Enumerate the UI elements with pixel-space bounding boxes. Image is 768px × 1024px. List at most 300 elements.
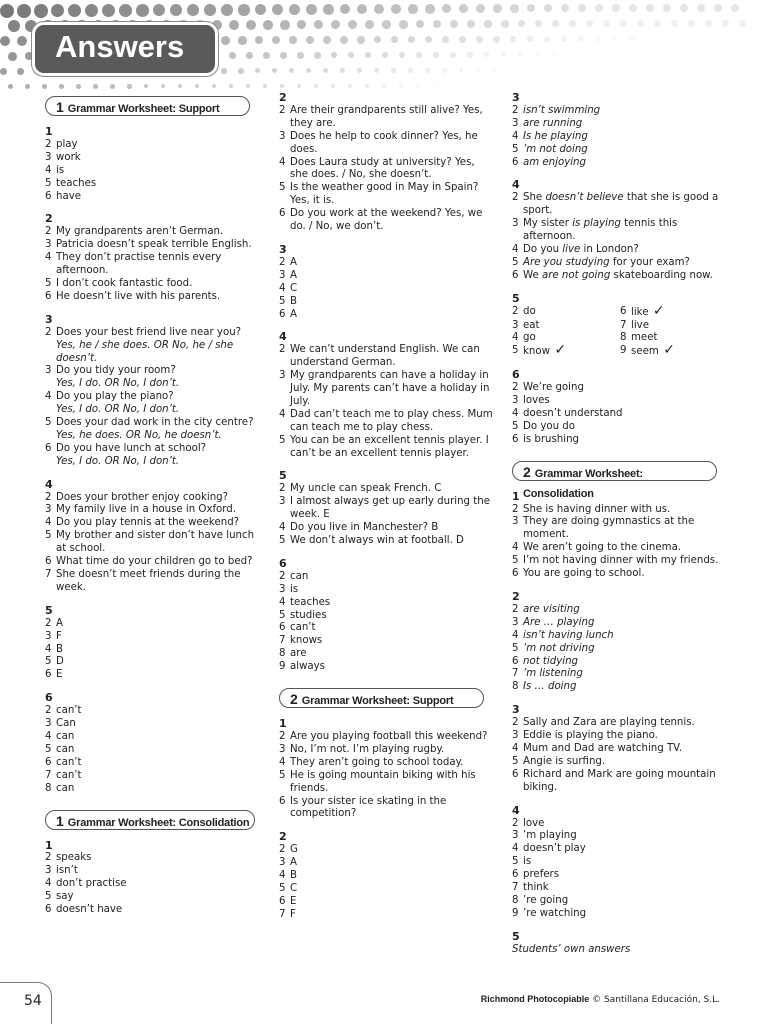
answer-line (512, 856, 727, 869)
check-icon: ✓ (648, 302, 665, 319)
exercise-number: 4 (279, 330, 287, 344)
answer-text: F (56, 630, 62, 642)
answer-text: live (631, 319, 649, 331)
answer-highlight: are not going (541, 269, 611, 281)
answer-number: 2 (512, 503, 519, 515)
footer-brand: Richmond Photocopiable (480, 994, 590, 1004)
answer-number: 4 (512, 542, 519, 554)
short-answer: Yes, I do. OR No, I don’t. (56, 378, 180, 390)
answer-number: 6 (512, 869, 519, 881)
answer-text: My uncle can speak French. C (290, 483, 442, 495)
answer-line (512, 717, 727, 730)
answer-text: not tidying (523, 655, 578, 667)
answer-line (45, 492, 260, 505)
exercise-number: 3 (512, 703, 520, 717)
answer-line (45, 165, 260, 178)
answer-text: I almost always get up early during the week. E (290, 496, 490, 521)
answer-number: 9 (512, 907, 519, 919)
answer-text: B (290, 295, 297, 307)
section-header-number: 1 (56, 812, 64, 829)
answer-number: 2 (512, 603, 519, 615)
answer-line (279, 270, 494, 283)
answer-text: My grandparents can have a holiday in July. My parents can’t have a holiday in July. (290, 370, 490, 407)
answer-line (45, 865, 260, 878)
answer-text: Are their grandparents still alive? Yes, they are. (290, 104, 483, 129)
exercise-block (279, 244, 494, 321)
section-header-support-2 (279, 688, 484, 708)
answer-text: know ✓ (523, 342, 567, 359)
answer-line (279, 208, 494, 234)
answer-line (620, 342, 720, 359)
answer-number: 4 (45, 643, 52, 655)
answer-number: 6 (45, 190, 52, 202)
answer-line (45, 327, 260, 366)
answer-line (279, 909, 494, 922)
answer-text: Dad can’t teach me to play chess. Mum can teach me to play chess. (290, 408, 493, 433)
answer-number: 2 (45, 326, 52, 338)
answer-text: ’m not doing (523, 143, 588, 155)
answer-text: can (56, 782, 75, 794)
answer-number: 2 (45, 852, 52, 864)
answer-number: 5 (512, 143, 519, 155)
answer-line (279, 283, 494, 296)
answer-number: 2 (279, 483, 286, 495)
answer-number: 5 (279, 609, 286, 621)
answer-line (620, 302, 720, 320)
answer-line (279, 370, 494, 409)
answer-text (56, 391, 260, 417)
answer-text: E (56, 669, 63, 681)
answer-text: My sister is playing tennis this afternoon. (523, 218, 678, 243)
answer-number: 2 (45, 617, 52, 629)
question-text: Does your best friend live near you? (56, 326, 242, 338)
answer-number: 2 (512, 382, 519, 394)
answer-text: loves (523, 395, 550, 407)
answer-text: Can (56, 718, 76, 730)
answer-text: She doesn’t meet friends during the week. (56, 569, 241, 593)
answer-text: always (290, 661, 325, 673)
answer-line (279, 483, 494, 496)
answer-number: 2 (512, 717, 519, 729)
answer-number: 2 (279, 104, 286, 116)
answer-number: 3 (512, 218, 519, 230)
answer-highlight: live (562, 243, 581, 255)
answer-line (279, 622, 494, 635)
page-number-tab (0, 982, 52, 1024)
answer-text: play (56, 138, 78, 150)
answer-number: 6 (512, 156, 519, 168)
page-number: 54 (24, 993, 42, 1009)
answer-number: 7 (512, 668, 519, 680)
column-1 (45, 92, 260, 917)
answer-line (512, 604, 727, 617)
check-icon: ✓ (549, 342, 567, 359)
answer-text: D (56, 656, 64, 668)
answer-text (56, 417, 260, 443)
answer-highlight: is playing (572, 218, 621, 230)
answer-line (45, 278, 260, 291)
exercise-block (279, 470, 494, 547)
answer-number: 5 (45, 277, 52, 289)
page-title: Answers (55, 29, 185, 64)
answer-line (45, 504, 260, 517)
answer-number: 7 (279, 635, 286, 647)
answer-line (45, 569, 260, 595)
answer-text (56, 443, 260, 469)
answer-number: 3 (512, 319, 519, 331)
answer-text: A (290, 256, 297, 268)
answer-number: 2 (512, 817, 519, 829)
answer-line (512, 408, 727, 421)
answer-line (279, 744, 494, 757)
answer-text: A (56, 617, 63, 629)
answer-line (45, 731, 260, 744)
answer-number: 4 (45, 517, 52, 529)
answer-text: She is having dinner with us. (523, 503, 671, 515)
answer-text: Sally and Zara are playing tennis. (523, 717, 695, 729)
answer-text: is brushing (523, 433, 580, 445)
answer-line (45, 291, 260, 304)
section-header-title: Grammar Worksheet: Support (67, 103, 220, 115)
answer-text (56, 365, 260, 391)
answer-number: 4 (279, 522, 286, 534)
answer-text: Patricia doesn’t speak terrible English. (56, 239, 252, 251)
exercise-number: 5 (45, 603, 53, 617)
answer-text: am enjoying (523, 156, 586, 168)
answer-number: 5 (45, 743, 52, 755)
exercise-block (45, 314, 260, 469)
answer-text: She doesn’t believe that she is good a sport. (523, 192, 719, 217)
answer-text: like ✓ (631, 302, 665, 319)
answer-text: can (56, 743, 75, 755)
answer-line (512, 818, 727, 831)
answer-line (45, 757, 260, 770)
answer-line (512, 730, 727, 743)
answer-line (512, 306, 620, 320)
exercise-number: 4 (512, 803, 520, 817)
answer-number: 5 (279, 434, 286, 446)
answer-line (45, 852, 260, 865)
answer-number: 2 (512, 305, 519, 317)
answer-line (512, 144, 727, 157)
answer-text: don’t practise (56, 878, 127, 890)
answer-line (512, 516, 727, 542)
footer-credit (481, 994, 720, 1005)
answer-number: 2 (45, 138, 52, 150)
answer-number: 5 (279, 535, 286, 546)
answer-text: seem ✓ (631, 342, 675, 359)
answer-number: 2 (279, 730, 286, 742)
answer-highlight: Are you studying (523, 256, 610, 268)
exercise-block (512, 293, 727, 360)
answer-text: Do you work at the weekend? Yes, we do. / No, we don’t. (290, 208, 483, 233)
exercise-block (279, 558, 494, 674)
answer-line (279, 409, 494, 435)
answer-number: 3 (45, 718, 52, 730)
answer-line (512, 681, 727, 694)
answer-text: think (523, 882, 549, 894)
answer-text: doesn’t play (523, 843, 586, 855)
answer-number: 6 (279, 795, 286, 807)
answer-line (279, 257, 494, 270)
answer-number: 5 (512, 642, 519, 654)
answer-line (279, 661, 494, 674)
answer-line (512, 617, 727, 630)
answer-number: 6 (45, 556, 52, 568)
answer-text: What time do your children go to bed? (56, 556, 253, 568)
answer-text: You can be an excellent tennis player. I can’t be an excellent tennis player. (290, 434, 489, 459)
answer-number: 6 (279, 208, 286, 220)
answer-line (512, 218, 727, 244)
section-header-title: Grammar Worksheet: Consolidation (523, 467, 643, 500)
answer-text: Does he help to cook dinner? Yes, he does. (290, 130, 478, 155)
answer-number: 6 (512, 568, 519, 580)
short-answer: Yes, I do. OR No, I don’t. (56, 404, 180, 416)
answer-number: 5 (45, 656, 52, 668)
answer-text: doesn’t have (56, 904, 123, 916)
answer-text: can’t (56, 705, 82, 717)
answer-text: have (56, 190, 81, 202)
exercise-block (512, 491, 727, 581)
answer-number: 5 (279, 182, 286, 194)
answer-text: My family live in a house in Oxford. (56, 504, 237, 516)
short-answer: Yes, he / she does. OR No, he / she doesn’t. (56, 339, 234, 364)
answer-number: 4 (512, 332, 519, 344)
answer-text: speaks (56, 852, 92, 864)
answer-text: I don’t cook fantastic food. (56, 277, 193, 289)
exercise-number: 6 (512, 368, 520, 382)
answer-number: 9 (620, 345, 627, 357)
answer-text: A (290, 308, 297, 320)
answer-line (45, 530, 260, 556)
exercise-block (45, 479, 260, 595)
answer-number: 4 (512, 407, 519, 419)
answer-text: is (56, 164, 65, 176)
answer-number: 6 (45, 669, 52, 681)
exercise-number: 5 (279, 469, 287, 483)
exercise-block (512, 704, 727, 794)
answer-line (45, 178, 260, 191)
answer-line (45, 152, 260, 165)
answer-line (279, 770, 494, 796)
answer-line (512, 882, 727, 895)
exercise-block (512, 591, 727, 694)
answer-number: 5 (512, 345, 519, 357)
answer-number: 6 (45, 290, 52, 302)
answer-line (279, 597, 494, 610)
answer-number: 6 (45, 442, 52, 454)
exercise-number: 1 (512, 489, 520, 503)
answer-number: 3 (279, 496, 286, 508)
answer-number: 3 (45, 151, 52, 163)
section-header-number: 2 (523, 463, 531, 480)
answer-text: C (290, 882, 298, 894)
answer-text: ’re going (523, 894, 569, 906)
answer-number: 5 (45, 417, 52, 429)
exercise-number: 1 (279, 717, 287, 731)
answer-line (512, 830, 727, 843)
exercise-block (279, 718, 494, 821)
answer-number: 5 (512, 856, 519, 868)
answer-number: 3 (45, 865, 52, 877)
answer-line (512, 630, 727, 643)
answer-number: 5 (45, 177, 52, 189)
answer-line (512, 656, 727, 669)
answer-text: ’m playing (523, 830, 577, 842)
answer-line (45, 744, 260, 757)
answer-number: 3 (279, 269, 286, 281)
answer-line (45, 644, 260, 657)
answer-number: 4 (279, 596, 286, 608)
answer-text: can (56, 730, 75, 742)
answer-number: 3 (279, 857, 286, 869)
answer-number: 4 (45, 391, 52, 403)
answer-number: 4 (512, 243, 519, 255)
answer-number: 5 (512, 256, 519, 268)
answer-text: doesn’t understand (523, 407, 623, 419)
answer-text: E (290, 895, 297, 907)
answer-number: 4 (45, 878, 52, 890)
section-header-consolidation-1 (45, 810, 255, 830)
exercise-block (279, 92, 494, 234)
answer-line (512, 118, 727, 131)
answer-line (45, 365, 260, 391)
answer-line (45, 139, 260, 152)
answer-number: 2 (279, 844, 286, 856)
answer-number: 6 (620, 305, 627, 317)
answer-number: 8 (512, 894, 519, 906)
answer-number: 5 (512, 755, 519, 767)
answer-number: 5 (279, 769, 286, 781)
answer-number: 3 (45, 239, 52, 251)
answer-line (45, 718, 260, 731)
answer-number: 4 (512, 130, 519, 142)
answer-number: 4 (279, 408, 286, 420)
answer-text: Do you do (523, 420, 575, 432)
answer-number: 4 (45, 730, 52, 742)
section-header-title: Grammar Worksheet: Support (301, 695, 454, 708)
answer-number: 6 (279, 895, 286, 907)
answer-number: 2 (279, 344, 286, 356)
question-text: Do you play the piano? (56, 391, 174, 403)
answer-number: 6 (512, 433, 519, 445)
answer-text: Is … doing (523, 681, 577, 693)
answer-number: 2 (45, 491, 52, 503)
answer-text: Angie is surfing. (523, 755, 606, 767)
answer-text: Do you live in Manchester? B (290, 522, 439, 534)
check-icon: ✓ (658, 342, 675, 359)
answer-text: ’m not driving (523, 642, 595, 654)
answer-line (279, 435, 494, 461)
answer-line (512, 395, 727, 408)
answer-line (45, 391, 260, 417)
exercise-number: 1 (45, 838, 53, 852)
short-answer: Yes, I do. OR No, I don’t. (56, 455, 180, 467)
answer-number: 7 (620, 319, 627, 331)
answer-text: teaches (290, 596, 331, 608)
answer-text: Is the weather good in May in Spain? Yes, it is. (290, 182, 479, 207)
answer-line (279, 131, 494, 157)
exercise-number: 2 (512, 590, 520, 603)
answer-text: Richard and Mark are going mountain biking. (523, 768, 716, 793)
answer-text: We are not going skateboarding now. (523, 269, 713, 281)
answer-text: ’m listening (523, 668, 583, 680)
answer-text: A (290, 857, 297, 869)
answer-text: are (290, 648, 307, 660)
answer-number: 3 (512, 117, 519, 129)
exercise-number: 3 (512, 91, 520, 104)
answer-number: 3 (45, 630, 52, 642)
answer-line (512, 434, 727, 447)
answer-line (45, 904, 260, 917)
answer-text: is (523, 856, 532, 868)
answer-number: 5 (45, 891, 52, 903)
answer-text: love (523, 817, 545, 829)
answer-number: 6 (279, 622, 286, 634)
answer-text: Are you playing football this weekend? (290, 730, 488, 742)
exercise-number: 5 (512, 929, 520, 943)
answer-line (45, 517, 260, 530)
answer-line (279, 844, 494, 857)
answer-text: are running (523, 117, 583, 129)
answer-line (45, 669, 260, 682)
answer-number: 3 (512, 830, 519, 842)
answer-line (512, 895, 727, 908)
answer-text: Are … playing (523, 616, 595, 628)
answer-number: 5 (512, 420, 519, 432)
answer-line (279, 796, 494, 822)
answer-text: Does Laura study at university? Yes, she does. / No, she doesn’t. (290, 156, 475, 181)
question-text: Does your dad work in the city centre? (56, 417, 254, 429)
answer-number: 4 (512, 843, 519, 855)
exercise-block (45, 213, 260, 303)
answer-text: prefers (523, 869, 560, 881)
answer-line (512, 105, 727, 118)
answer-text: is (290, 583, 299, 595)
section-header-number: 2 (290, 691, 298, 708)
answer-text: I’m not having dinner with my friends. (523, 555, 719, 567)
answer-number: 4 (279, 756, 286, 768)
answer-line (45, 443, 260, 469)
answer-line (279, 883, 494, 896)
answer-line (512, 743, 727, 756)
exercise-number: 2 (279, 91, 287, 104)
answer-line (45, 878, 260, 891)
answer-line (512, 843, 727, 856)
answer-line (512, 568, 727, 581)
answer-line (45, 783, 260, 796)
answer-text: studies (290, 609, 327, 621)
exercise-number: 3 (279, 242, 287, 256)
answer-text: We don’t always win at football. D (290, 535, 464, 546)
answer-line (512, 643, 727, 656)
exercise-block (512, 369, 727, 446)
answer-text: do (523, 305, 536, 317)
answer-number: 7 (45, 769, 52, 781)
answer-number: 8 (512, 681, 519, 693)
short-answer: Yes, he does. OR No, he doesn’t. (56, 429, 222, 441)
answer-text: Is your sister ice skating in the competition? (290, 795, 447, 820)
exercise-block (45, 692, 260, 795)
column-2 (279, 92, 494, 922)
exercise-block (512, 179, 727, 282)
answer-text: can’t (56, 769, 82, 781)
answer-line (512, 342, 620, 359)
answer-line (512, 131, 727, 144)
exercise-number: 4 (45, 477, 53, 491)
question-text: Do you tidy your room? (56, 365, 176, 377)
answer-line (45, 631, 260, 644)
